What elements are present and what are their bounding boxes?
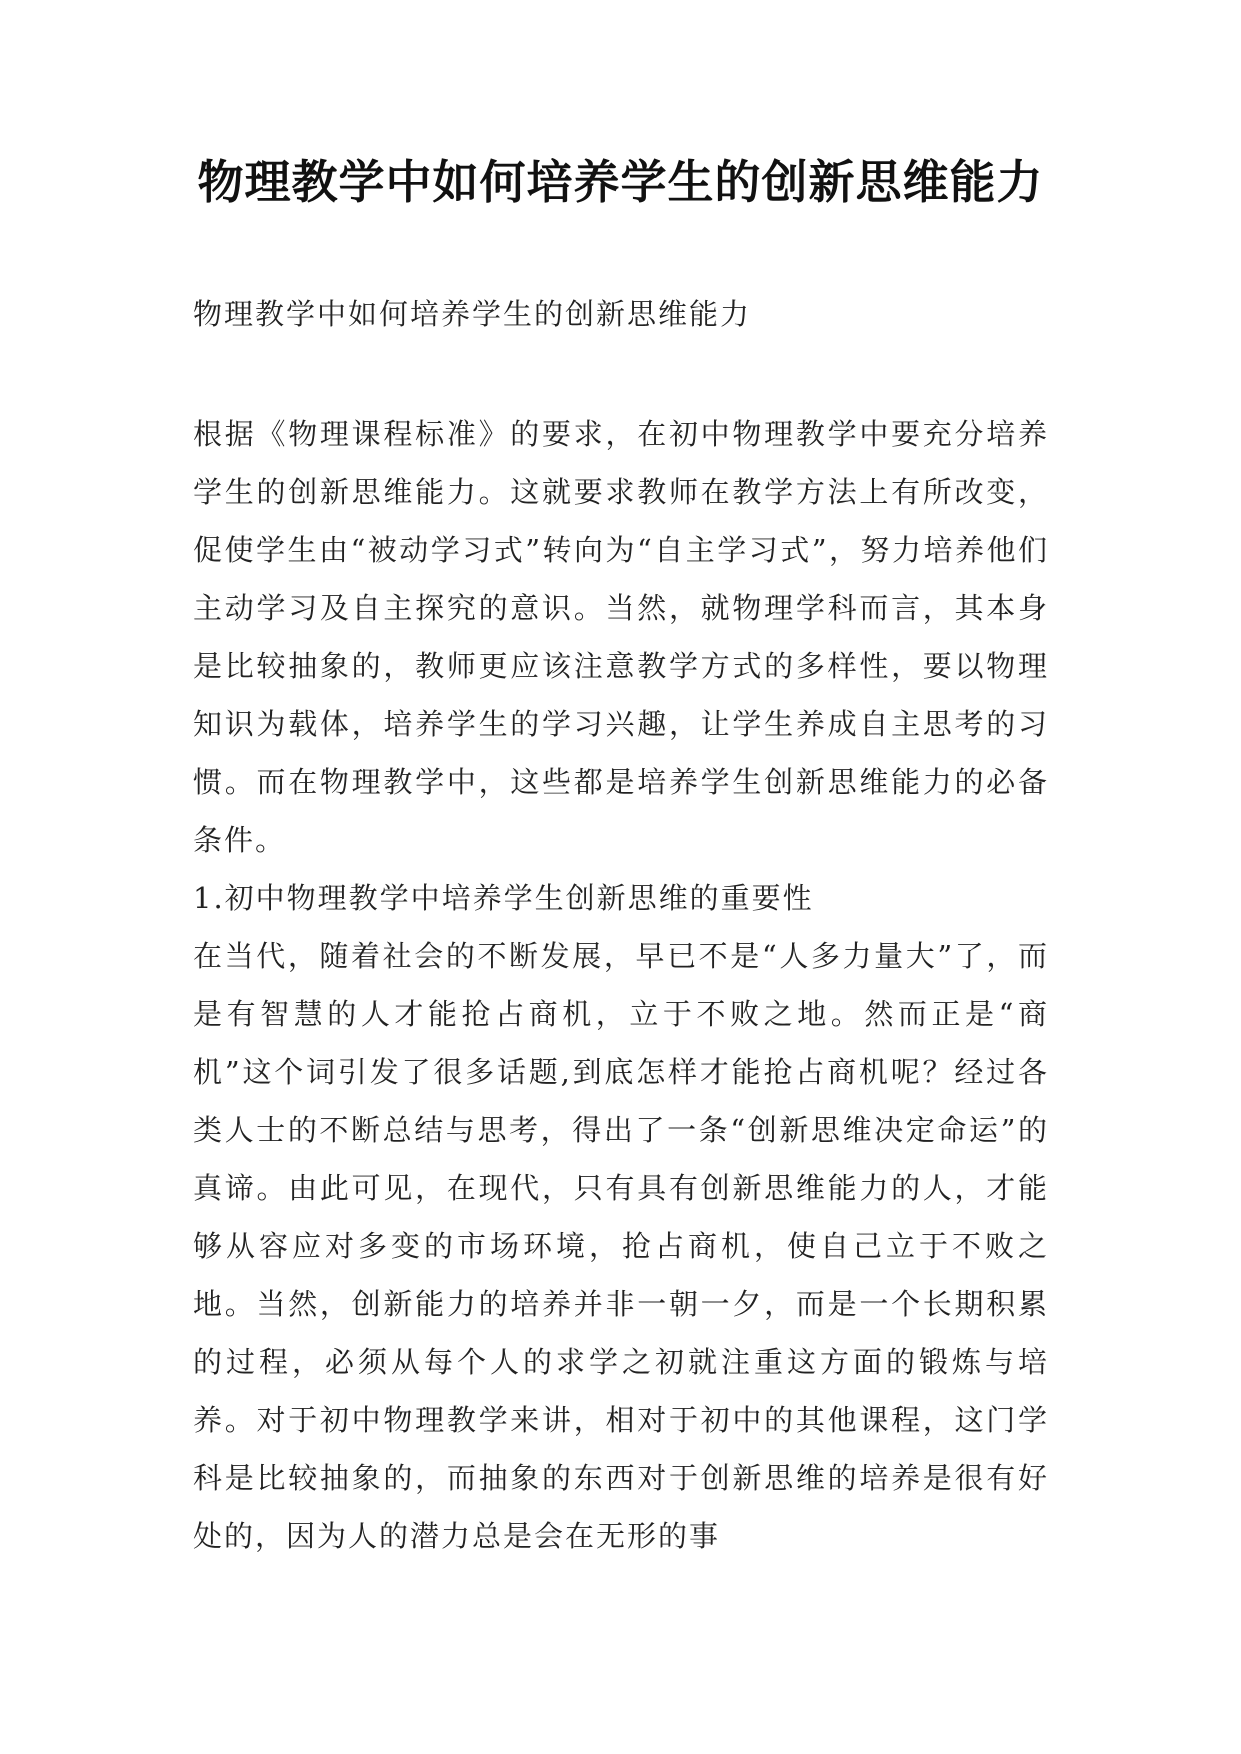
document-title: 物理教学中如何培养学生的创新思维能力 (197, 155, 1044, 209)
document-body (193, 405, 1049, 1565)
section-paragraph: 在当代，随着社会的不断发展，早已不是“人多力量大”了，而是有智慧的人才能抢占商机，立于不败之地。然而正是“商机”这个词引发了很多话题,到底怎样才能抢占商机呢？经过各类人士的不断总结与思考，得出了一条“创新思维决定命运”的真谛。由此可见，在现代，只有具有创新思维能力的人，才能够从容应对多变的市场环境，抢占商机，使自己立于不败之地。当然，创新能力的培养并非一朝一夕，而是一个长期积累的过程，必须从每个人的求学之初就注重这方面的锻炼与培养。对于初中物理教学来讲，相对于初中的其他课程，这门学科是比较抽象的，而抽象的东西对于创新思维的培养是很有好处的，因为人的潜力总是会在无形的事 (193, 939, 1049, 1553)
section-heading: 1.初中物理教学中培养学生创新思维的重要性 (193, 881, 814, 915)
intro-paragraph: 根据《物理课程标准》的要求，在初中物理教学中要充分培养学生的创新思维能力。这就要求教师在教学方法上有所改变，促使学生由“被动学习式”转向为“自主学习式”，努力培养他们主动学习及自主探究的意识。当然，就物理学科而言，其本身是比较抽象的，教师更应该注意教学方式的多样性，要以物理知识为载体，培养学生的学习兴趣，让学生养成自主思考的习惯。而在物理教学中，这些都是培养学生创新思维能力的必备条件。 (193, 417, 1049, 857)
document-subtitle: 物理教学中如何培养学生的创新思维能力 (193, 297, 752, 331)
